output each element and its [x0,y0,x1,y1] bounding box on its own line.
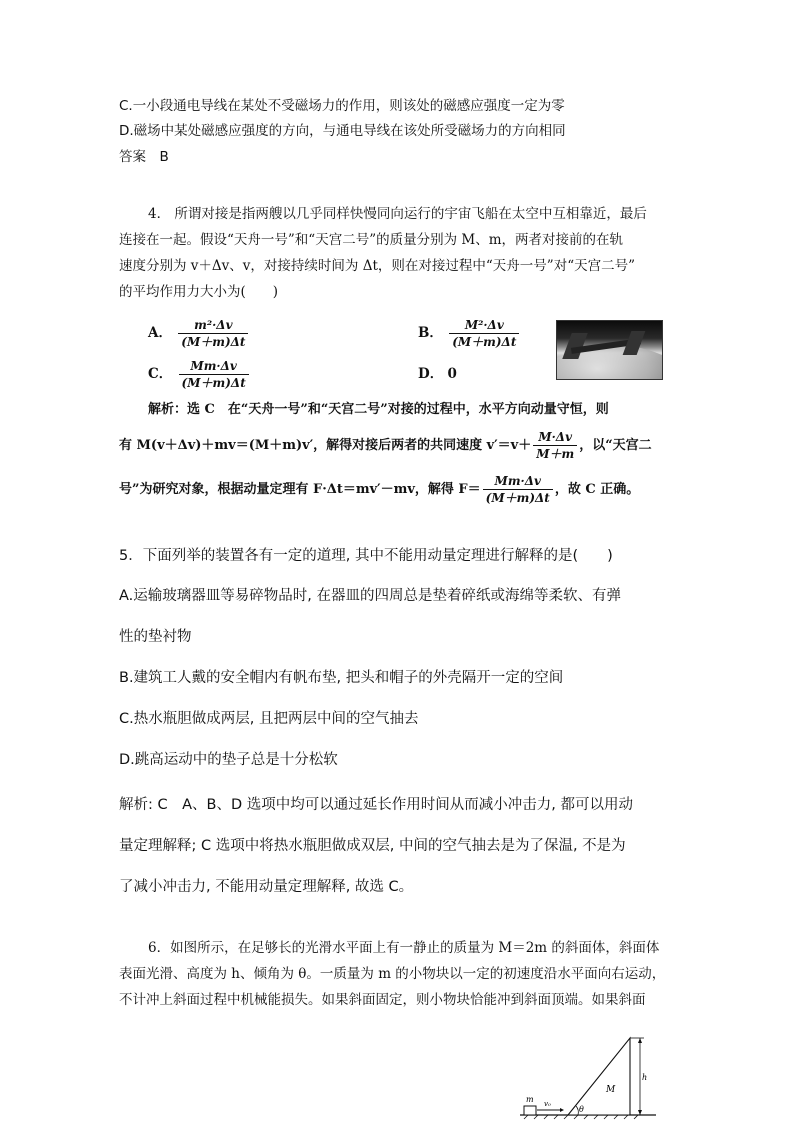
velocity-label: v₀ [544,1100,551,1108]
q4-stem-line3: 速度分别为 v＋Δv、v，对接持续时间为 Δt，则在对接过程中“天舟一号”对“天宫二号” [119,258,635,274]
q4-option-a-fraction [178,317,248,350]
q5-option-d: D.跳高运动中的垫子总是十分松软 [119,752,338,768]
q4-option-d-label: D． [418,366,444,382]
q5-solution-line3: 了减小冲击力, 不能用动量定理解释, 故选 C。 [119,879,414,895]
q4-solution-line3-pre: 号”为研究对象，根据动量定理有 F·Δt＝mv′－mv，解得 F＝ [119,482,481,497]
q5-solution-line1: 解析: C A、B、D 选项中均可以通过延长作用时间从而减小冲击力, 都可以用动 [119,797,633,813]
q4-solution-line3 [119,472,639,508]
fraction-numerator: M²·Δv [464,317,504,332]
velocity-arrowhead [560,1108,564,1112]
fraction-denominator: (M＋m)Δt [179,374,249,391]
q4-stem-line1: 4． 所谓对接是指两艘以几乎同样快慢同向运行的宇宙飞船在太空中互相靠近，最后 [148,206,647,222]
q4-solution-line2-fraction [533,429,577,462]
fraction-denominator: (M＋m)Δt [483,489,553,506]
height-arrow-top [638,1038,642,1043]
height-label: h [642,1073,648,1082]
q5-option-c: C.热水瓶胆做成两层, 且把两层中间的空气抽去 [119,711,419,727]
wedge [568,1038,630,1115]
q6-stem-line3: 不计冲上斜面过程中机械能损失。如果斜面固定，则小物块恰能冲到斜面顶端。如果斜面 [119,992,646,1008]
fraction-denominator: (M＋m)Δt [449,333,519,350]
q4-solution-line3-fraction [483,473,553,506]
q4-stem-line4: 的平均作用力大小为( ) [119,284,279,300]
fraction-numerator: m²·Δv [194,317,233,332]
fraction-denominator: M＋m [533,445,577,462]
q3-option-c: C.一小段通电导线在某处不受磁场力的作用，则该处的磁感应强度一定为零 [119,98,565,114]
spacecraft-docking-photo [556,320,663,380]
angle-label: θ [579,1105,584,1114]
fraction-numerator: M·Δv [538,430,573,444]
q5-option-a-line1: A.运输玻璃器皿等易碎物品时, 在器皿的四周总是垫着碎纸或海绵等柔软、有弹 [119,588,621,604]
q4-solution-line1: 解析：选 C 在“天舟一号”和“天宫二号”对接的过程中，水平方向动量守恒，则 [148,402,609,417]
fraction-numerator: Mm·Δv [190,358,237,373]
q4-option-c [148,356,251,392]
q4-solution-line2-pre: 有 M(v＋Δv)＋mv＝(M＋m)v′，解得对接后两者的共同速度 v′＝v＋ [119,438,532,453]
q5-solution-line2: 量定理解释; C 选项中将热水瓶胆做成双层, 中间的空气抽去是为了保温, 不是为 [119,838,626,854]
q6-stem-line2: 表面光滑、高度为 h、倾角为 θ。一质量为 m 的小物块以一定的初速度沿水平面向右运动， [119,966,666,982]
q4-stem-line2: 连接在一起。假设“天舟一号”和“天宫二号”的质量分别为 M、m，两者对接前的在轨 [119,232,624,248]
q3-answer: 答案 B [119,149,169,165]
q5-option-b: B.建筑工人戴的安全帽内有帆布垫, 把头和帽子的外壳隔开一定的空间 [119,670,564,686]
q4-option-b-label: B． [418,325,443,341]
q4-solution-line2 [119,428,652,464]
q3-option-d: D.磁场中某处磁感应强度的方向，与通电导线在该处所受磁场力的方向相同 [119,123,566,139]
q4-option-a-label: A． [148,325,172,341]
q4-option-c-fraction [179,358,249,391]
block-label: m [526,1095,534,1104]
q4-option-a [148,315,250,351]
q4-option-b [418,315,521,351]
q4-option-d [418,364,457,384]
q4-solution-line2-post: ，以“天宫二 [579,438,652,453]
q4-solution-line3-post: ，故 C 正确。 [554,482,640,497]
wedge-block-figure [518,1030,658,1120]
small-block [524,1106,536,1115]
q5-stem: 5．下面列举的装置各有一定的道理, 其中不能用动量定理进行解释的是( ) [119,548,613,564]
q4-option-b-fraction [449,317,519,350]
wedge-label: M [606,1085,616,1095]
q6-stem-line1: 6．如图所示，在足够长的光滑水平面上有一静止的质量为 M＝2m 的斜面体，斜面体 [148,940,660,956]
height-arrow-bottom [638,1110,642,1115]
q5-option-a-line2: 性的垫衬物 [119,629,192,645]
fraction-denominator: (M＋m)Δt [178,333,248,350]
fraction-numerator: Mm·Δv [494,474,541,488]
q4-option-c-label: C． [148,366,173,382]
q4-option-d-text: 0 [447,366,457,382]
